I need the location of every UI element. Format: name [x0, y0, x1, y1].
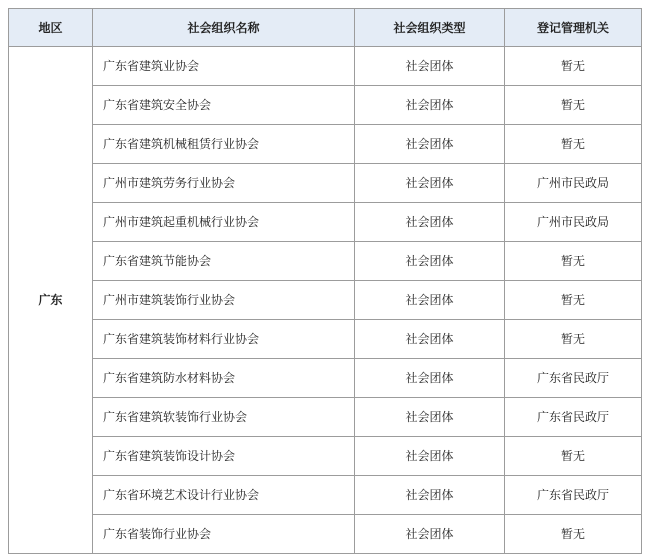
region-cell: 广东 — [9, 47, 93, 554]
org-type-cell: 社会团体 — [355, 242, 505, 281]
registration-authority-cell: 广东省民政厅 — [505, 398, 642, 437]
table-row — [9, 164, 642, 203]
registration-authority-cell: 暂无 — [505, 320, 642, 359]
table-row — [9, 86, 642, 125]
org-type-cell: 社会团体 — [355, 125, 505, 164]
org-name-cell: 广东省建筑装饰设计协会 — [93, 437, 355, 476]
org-name-cell: 广东省建筑业协会 — [93, 47, 355, 86]
org-name-cell: 广东省建筑机械租赁行业协会 — [93, 125, 355, 164]
table-row — [9, 359, 642, 398]
org-name-cell: 广东省建筑节能协会 — [93, 242, 355, 281]
table-row — [9, 242, 642, 281]
org-name-cell: 广东省建筑防水材料协会 — [93, 359, 355, 398]
registration-authority-cell: 广东省民政厅 — [505, 476, 642, 515]
registration-authority-cell: 广东省民政厅 — [505, 359, 642, 398]
table-row — [9, 515, 642, 554]
org-type-cell: 社会团体 — [355, 398, 505, 437]
registration-authority-cell: 暂无 — [505, 437, 642, 476]
org-type-cell: 社会团体 — [355, 359, 505, 398]
registration-authority-cell: 暂无 — [505, 242, 642, 281]
registration-authority-cell: 暂无 — [505, 47, 642, 86]
org-type-cell: 社会团体 — [355, 320, 505, 359]
header-registration-authority: 登记管理机关 — [505, 9, 642, 47]
org-name-cell: 广东省建筑安全协会 — [93, 86, 355, 125]
org-type-cell: 社会团体 — [355, 47, 505, 86]
org-name-cell: 广州市建筑起重机械行业协会 — [93, 203, 355, 242]
org-type-cell: 社会团体 — [355, 437, 505, 476]
table-row — [9, 320, 642, 359]
org-type-cell: 社会团体 — [355, 476, 505, 515]
registration-authority-cell: 广州市民政局 — [505, 203, 642, 242]
table-row — [9, 398, 642, 437]
registration-authority-cell: 暂无 — [505, 515, 642, 554]
table-row — [9, 281, 642, 320]
org-name-cell: 广东省建筑软装饰行业协会 — [93, 398, 355, 437]
org-type-cell: 社会团体 — [355, 515, 505, 554]
table-row — [9, 476, 642, 515]
registration-authority-cell: 暂无 — [505, 125, 642, 164]
org-type-cell: 社会团体 — [355, 164, 505, 203]
header-region: 地区 — [9, 9, 93, 47]
table-row — [9, 203, 642, 242]
table-row — [9, 437, 642, 476]
org-name-cell: 广东省环境艺术设计行业协会 — [93, 476, 355, 515]
org-type-cell: 社会团体 — [355, 281, 505, 320]
organization-table — [8, 8, 642, 554]
table-row — [9, 47, 642, 86]
organization-table-container — [8, 8, 642, 554]
header-org-name: 社会组织名称 — [93, 9, 355, 47]
header-org-type: 社会组织类型 — [355, 9, 505, 47]
registration-authority-cell: 暂无 — [505, 86, 642, 125]
org-type-cell: 社会团体 — [355, 203, 505, 242]
registration-authority-cell: 广州市民政局 — [505, 164, 642, 203]
org-name-cell: 广东省建筑装饰材料行业协会 — [93, 320, 355, 359]
org-name-cell: 广东省装饰行业协会 — [93, 515, 355, 554]
table-body — [9, 47, 642, 554]
table-header — [9, 9, 642, 47]
table-row — [9, 125, 642, 164]
org-name-cell: 广州市建筑劳务行业协会 — [93, 164, 355, 203]
org-type-cell: 社会团体 — [355, 86, 505, 125]
header-row — [9, 9, 642, 47]
org-name-cell: 广州市建筑装饰行业协会 — [93, 281, 355, 320]
registration-authority-cell: 暂无 — [505, 281, 642, 320]
